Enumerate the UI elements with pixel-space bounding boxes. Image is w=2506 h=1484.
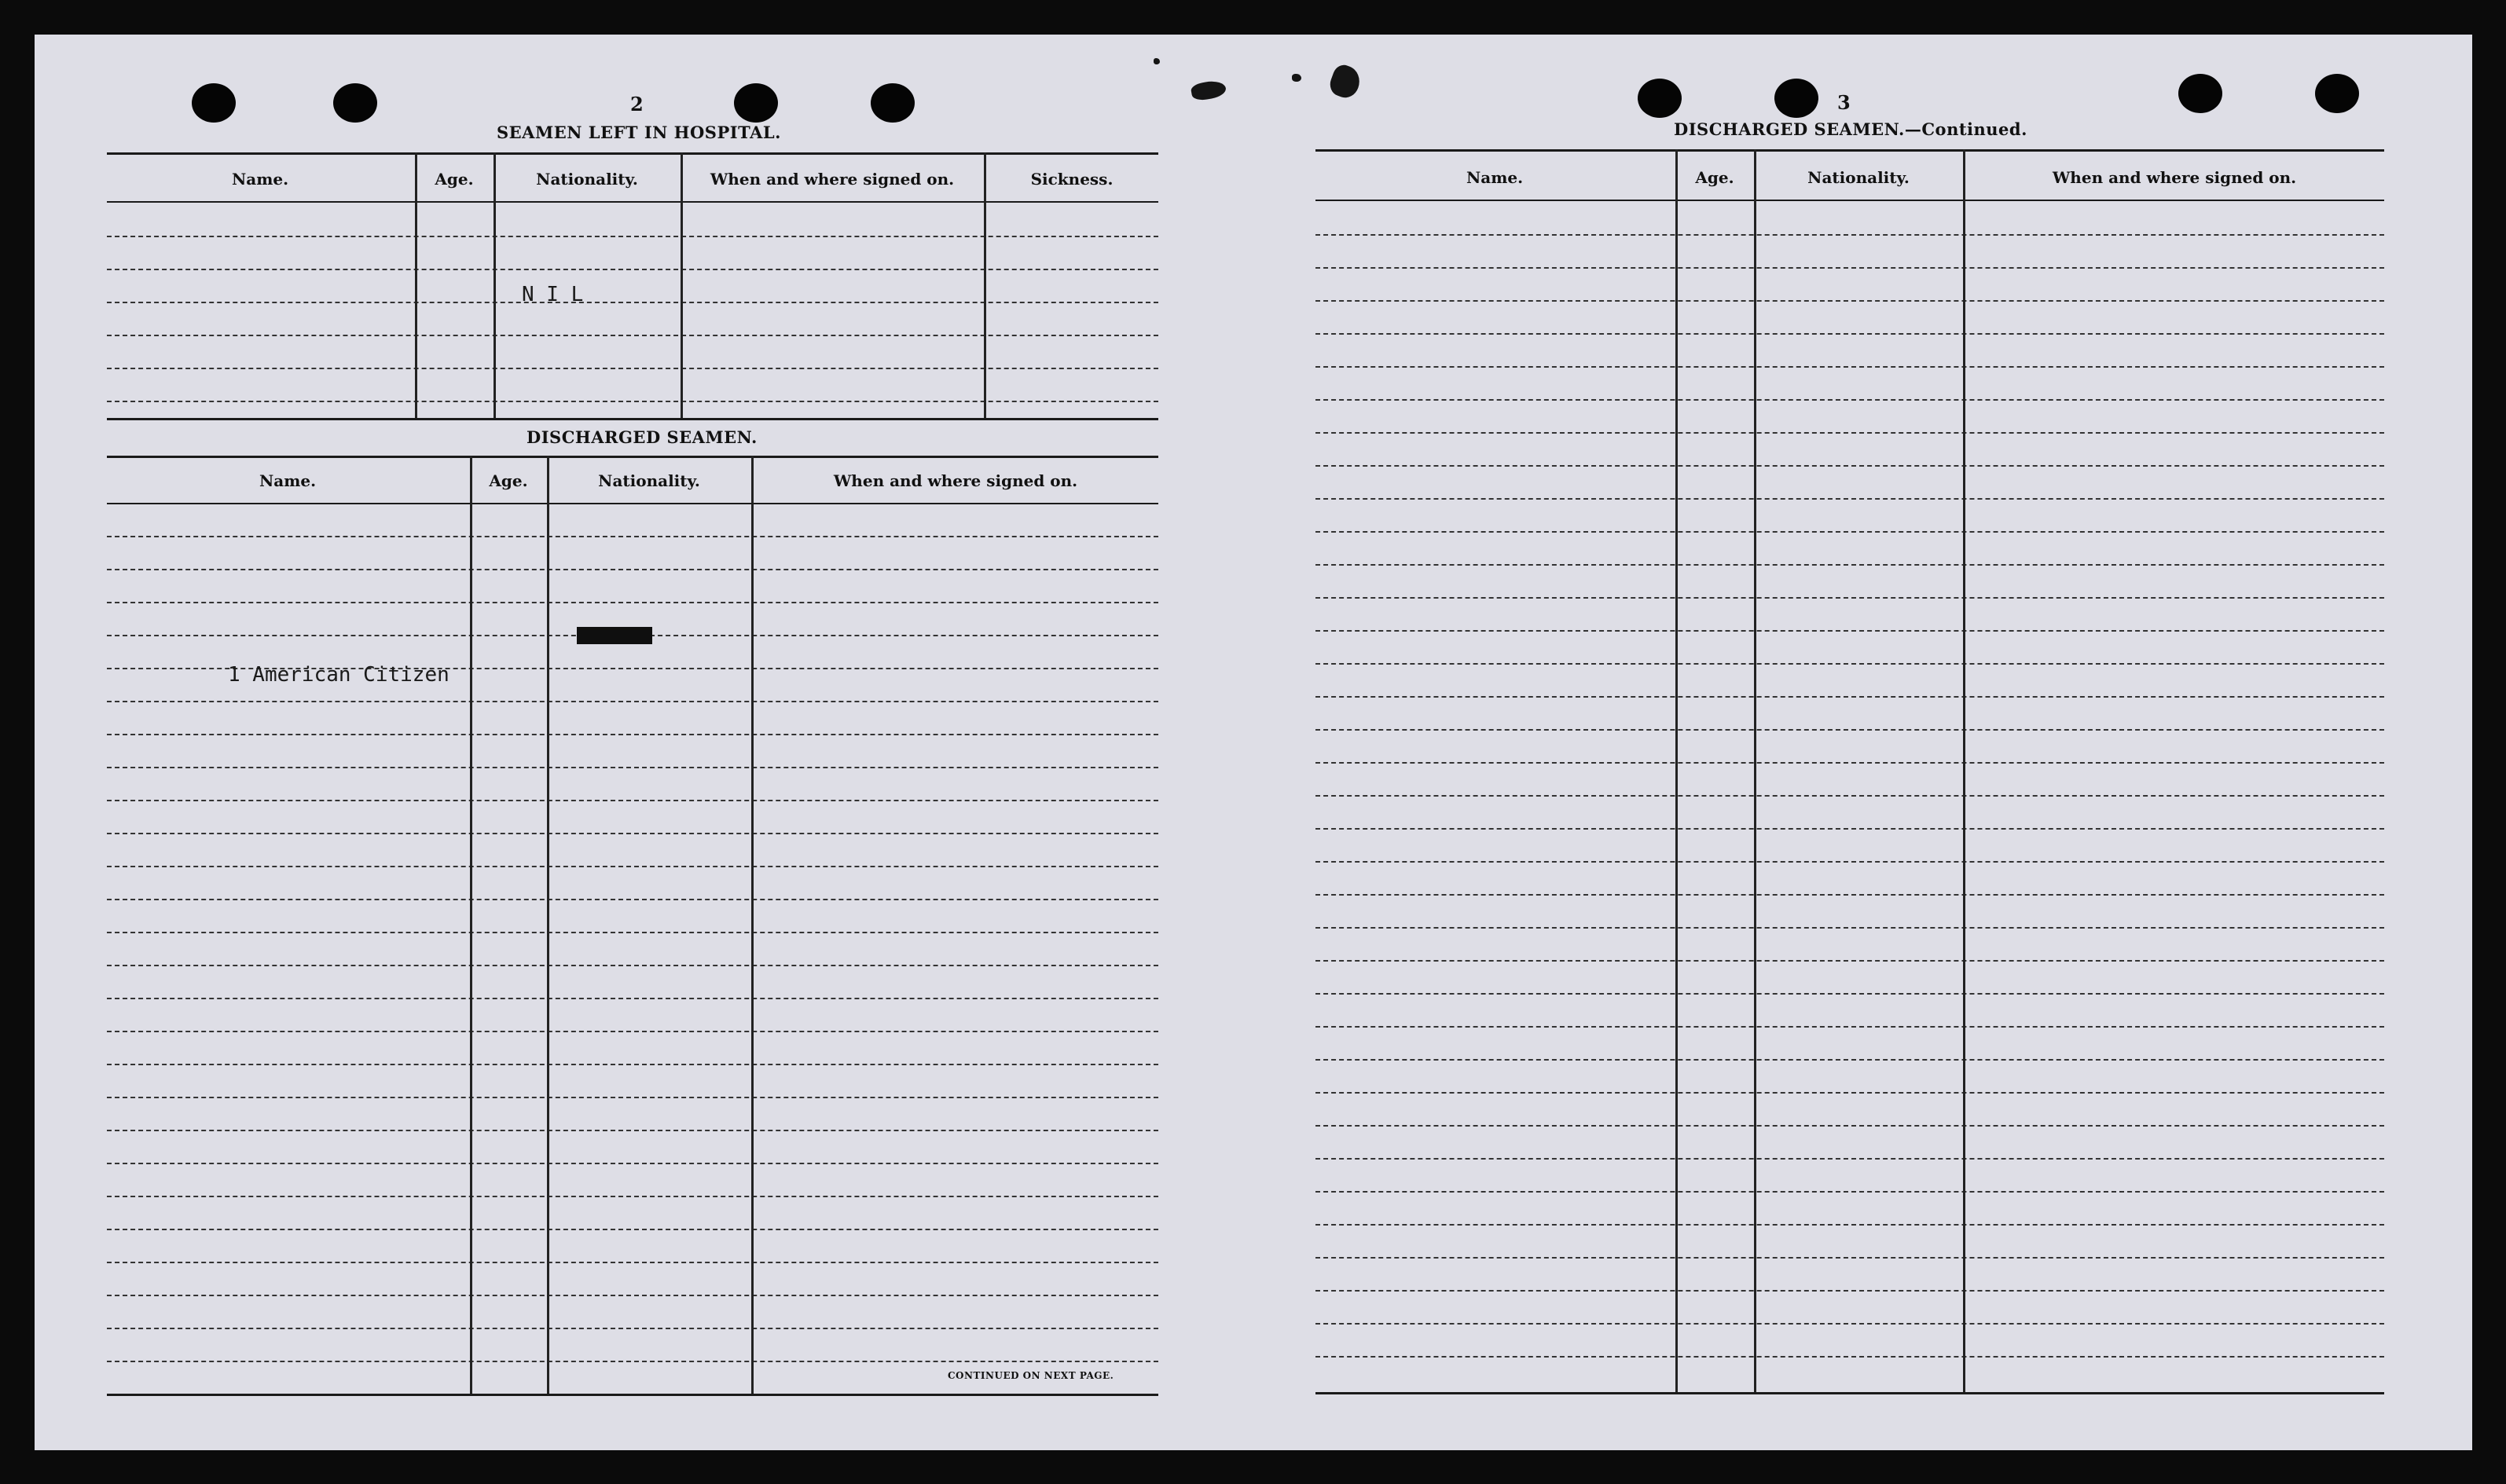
discharged-continued-title: DISCHARGED SEAMEN.—Continued. (1674, 119, 2027, 139)
col-divider (1754, 149, 1756, 1394)
row-rule (1315, 333, 2384, 335)
col-header-signed-on: When and where signed on. (833, 471, 1078, 490)
row-rule (107, 1295, 1158, 1296)
col-header-nationality: Nationality. (536, 170, 638, 189)
col-divider (751, 456, 754, 1395)
row-rule (1315, 1059, 2384, 1061)
row-rule (107, 965, 1158, 966)
col-header-sickness: Sickness. (1030, 170, 1114, 189)
row-rule (1315, 1125, 2384, 1127)
punch-hole-icon (2315, 74, 2359, 113)
hospital-entry: N I L (522, 283, 584, 306)
row-rule (107, 866, 1158, 867)
punch-hole-icon (2178, 74, 2222, 113)
row-rule (107, 602, 1158, 603)
row-rule (1315, 1356, 2384, 1358)
row-rule (107, 1097, 1158, 1098)
ink-blot (1292, 74, 1301, 82)
row-rule (107, 734, 1158, 735)
row-rule (1315, 696, 2384, 698)
col-header-name: Name. (259, 471, 317, 490)
row-rule (107, 998, 1158, 999)
row-rule (1315, 1026, 2384, 1028)
row-rule (107, 1031, 1158, 1032)
row-rule (1315, 927, 2384, 929)
row-rule (1315, 531, 2384, 533)
row-rule (1315, 498, 2384, 500)
col-divider (984, 152, 986, 420)
row-rule (107, 701, 1158, 702)
row-rule (1315, 1158, 2384, 1160)
ink-blot (1326, 62, 1364, 101)
header-rule (1315, 200, 2384, 201)
manifest-sheet (35, 35, 2472, 1450)
row-rule (1315, 795, 2384, 797)
row-rule (107, 1064, 1158, 1065)
col-header-nationality: Nationality. (598, 471, 700, 490)
row-rule (107, 368, 1158, 369)
row-rule (1315, 960, 2384, 962)
header-rule (107, 503, 1158, 504)
row-rule (1315, 234, 2384, 236)
punch-hole-icon (1638, 79, 1682, 118)
row-rule (1315, 564, 2384, 566)
col-divider (415, 152, 417, 420)
col-header-age: Age. (435, 170, 474, 189)
punch-hole-icon (192, 83, 236, 123)
row-rule (1315, 663, 2384, 665)
row-rule (107, 302, 1158, 303)
row-rule (1315, 597, 2384, 599)
row-rule (107, 236, 1158, 237)
ink-blot (1154, 58, 1160, 64)
redacted-mark (577, 627, 652, 644)
punch-hole-icon (1774, 79, 1818, 118)
col-divider (493, 152, 496, 420)
continued-note: CONTINUED ON NEXT PAGE. (948, 1370, 1114, 1381)
table-top-rule (107, 456, 1158, 458)
row-rule (107, 335, 1158, 336)
table-bottom-rule (1315, 1392, 2384, 1394)
row-rule (107, 269, 1158, 270)
page-number: 3 (1837, 91, 1851, 114)
row-rule (107, 800, 1158, 801)
row-rule (107, 536, 1158, 537)
row-rule (1315, 630, 2384, 632)
row-rule (107, 932, 1158, 933)
col-header-signed-on: When and where signed on. (710, 170, 955, 189)
row-rule (1315, 1257, 2384, 1259)
col-divider (1963, 149, 1965, 1394)
row-rule (1315, 828, 2384, 830)
row-rule (1315, 1092, 2384, 1094)
col-divider (547, 456, 549, 1395)
row-rule (107, 569, 1158, 570)
col-header-age: Age. (489, 471, 528, 490)
row-rule (1315, 267, 2384, 269)
table-top-rule (107, 152, 1158, 155)
row-rule (107, 1130, 1158, 1131)
row-rule (1315, 1224, 2384, 1226)
col-header-age: Age. (1695, 168, 1734, 187)
row-rule (1315, 993, 2384, 995)
col-header-signed-on: When and where signed on. (2052, 168, 2297, 187)
table-top-rule (1315, 149, 2384, 152)
table-bottom-rule (107, 418, 1158, 420)
row-rule (107, 1196, 1158, 1197)
ink-blot (1190, 79, 1227, 101)
punch-hole-icon (734, 83, 778, 123)
row-rule (107, 1328, 1158, 1329)
header-rule (107, 201, 1158, 203)
row-rule (107, 1361, 1158, 1362)
row-rule (1315, 300, 2384, 302)
col-divider (681, 152, 683, 420)
col-header-name: Name. (1466, 168, 1524, 187)
row-rule (1315, 894, 2384, 896)
col-divider (470, 456, 472, 1395)
row-rule (1315, 1323, 2384, 1325)
col-header-nationality: Nationality. (1807, 168, 1910, 187)
row-rule (107, 767, 1158, 768)
punch-hole-icon (871, 83, 915, 123)
row-rule (107, 1229, 1158, 1230)
row-rule (1315, 432, 2384, 434)
row-rule (107, 899, 1158, 900)
row-rule (1315, 465, 2384, 467)
row-rule (1315, 729, 2384, 731)
row-rule (1315, 1290, 2384, 1292)
row-rule (107, 833, 1158, 834)
page-number: 2 (630, 93, 644, 115)
col-header-name: Name. (231, 170, 289, 189)
row-rule (107, 1262, 1158, 1263)
row-rule (107, 1163, 1158, 1164)
row-rule (1315, 861, 2384, 863)
discharged-section-title: DISCHARGED SEAMEN. (527, 427, 758, 447)
hospital-section-title: SEAMEN LEFT IN HOSPITAL. (497, 123, 781, 142)
table-bottom-rule (107, 1394, 1158, 1396)
col-divider (1675, 149, 1678, 1394)
row-rule (1315, 366, 2384, 368)
row-rule (107, 401, 1158, 402)
row-rule (1315, 762, 2384, 764)
punch-hole-icon (333, 83, 377, 123)
row-rule (1315, 399, 2384, 401)
discharged-entry: 1 American Citizen (228, 663, 449, 687)
row-rule (1315, 1191, 2384, 1193)
